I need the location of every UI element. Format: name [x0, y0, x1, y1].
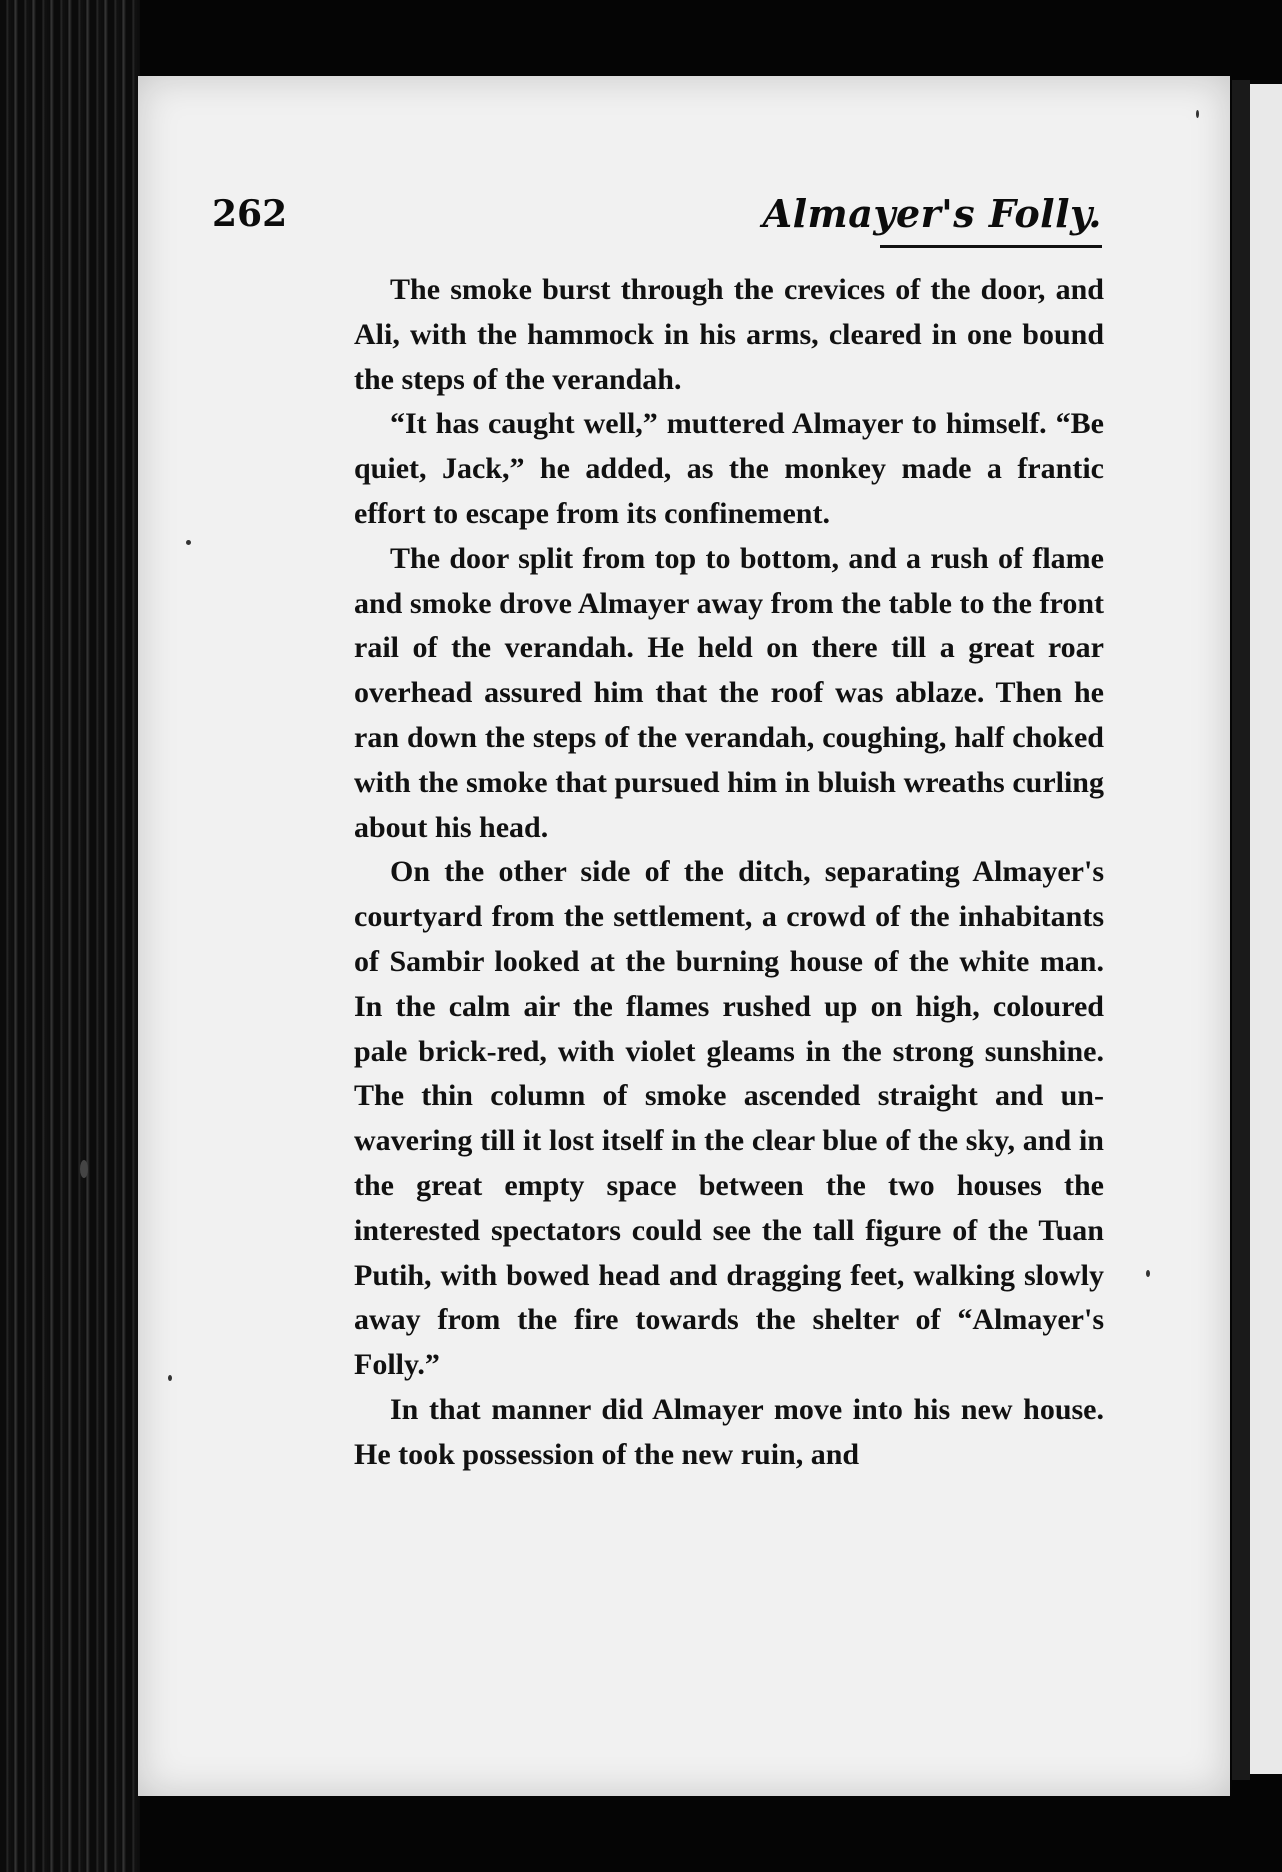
ink-speck — [1146, 1270, 1150, 1277]
ink-speck — [168, 1375, 172, 1381]
running-title: Almayer's Folly. — [762, 191, 1102, 236]
ink-speck — [80, 1160, 88, 1178]
ink-speck — [186, 540, 191, 545]
title-underline — [880, 245, 1102, 248]
adjacent-page-edge — [1250, 84, 1282, 1774]
paragraph: In that manner did Almayer move into his new house. He took possession of the new ruin, and — [354, 1392, 1104, 1471]
page-body — [354, 268, 1104, 1478]
page-header — [212, 185, 1102, 249]
paragraph: On the other side of the ditch, separating Almayer's courtyard from the settlement, a crowd of the inhabitants of Sambir looked at the burning house of the white man. In the calm air the flames rushed up on high, coloured pale brick-red, with violet gleams in the strong sunshine. The thin column of smoke ascended straight and unwavering till it lost itself in the clear blue of the sky, and in the great empty space between the two houses the interested spectators could see the tall figure of the Tuan Putih, with bowed head and dragging feet, walking slowly away from the fire towards the shelter of “Almayer's Folly.” — [354, 855, 1104, 1382]
page-number: 262 — [212, 193, 288, 235]
book-binding-edge — [0, 0, 140, 1872]
ink-speck — [1196, 110, 1199, 118]
page-gutter-shadow — [1232, 80, 1250, 1780]
paragraph: “It has caught well,” muttered Almayer to himself. “Be quiet, Jack,” he added, as the monkey made a frantic effort to escape from its confinement. — [354, 407, 1104, 530]
paragraph: The smoke burst through the crevices of the door, and Ali, with the hammock in his arms, cleared in one bound the steps of the verandah. — [354, 273, 1104, 396]
paragraph: The door split from top to bottom, and a rush of flame and smoke drove Almayer away from the table to the front rail of the verandah. He held on there till a great roar overhead assured him that the roof was ablaze. Then he ran down the steps of the verandah, coughing, half choked with the smoke that pursued him in bluish wreaths curling about his head. — [354, 541, 1104, 844]
